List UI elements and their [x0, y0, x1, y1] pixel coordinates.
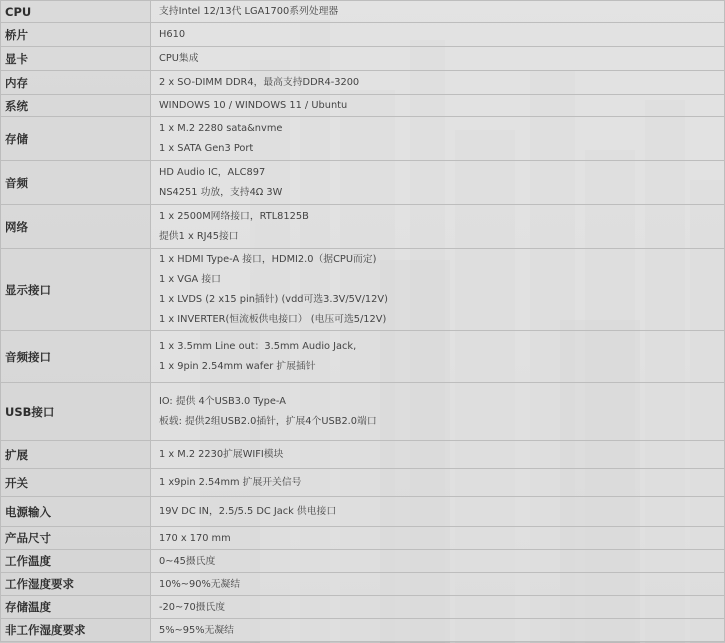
row-value	[151, 550, 725, 573]
row-label: 扩展	[1, 441, 151, 469]
value-line: 170 x 170 mm	[159, 532, 231, 544]
value-line: 1 x VGA 接口	[159, 273, 221, 285]
spec-row-expansion	[1, 441, 725, 469]
row-label: 工作湿度要求	[1, 573, 151, 596]
row-value	[151, 596, 725, 619]
row-label: USB接口	[1, 383, 151, 441]
value-line: H610	[159, 29, 186, 40]
row-label: 非工作湿度要求	[1, 619, 151, 642]
row-label: 工作温度	[1, 550, 151, 573]
value-line: 19V DC IN，2.5/5.5 DC Jack 供电接口	[159, 506, 337, 517]
value-line: 1 x HDMI Type-A 接口，HDMI2.0（据CPU而定)	[159, 253, 377, 265]
row-value	[151, 95, 725, 117]
row-label: 音频接口	[1, 331, 151, 383]
value-line: NS4251 功放，支持4Ω 3W	[159, 186, 283, 198]
row-value	[151, 249, 725, 331]
row-value	[151, 1, 725, 23]
spec-row-audio	[1, 161, 725, 205]
row-label: 系统	[1, 95, 151, 117]
row-value	[151, 497, 725, 527]
value-line: 0~45摄氏度	[159, 555, 216, 567]
row-value	[151, 619, 725, 642]
value-line: 10%~90%无凝结	[159, 578, 241, 590]
row-value	[151, 441, 725, 469]
value-line: 1 x9pin 2.54mm 扩展开关信号	[159, 477, 302, 488]
spec-row-storage-temp	[1, 596, 725, 619]
value-line: 2 x SO-DIMM DDR4，最高支持DDR4-3200	[159, 77, 360, 88]
spec-row-usb	[1, 383, 725, 441]
value-line: 支持Intel 12/13代 LGA1700系列处理器	[159, 6, 339, 17]
value-line: 1 x LVDS (2 x15 pin插针) (vdd可选3.3V/5V/12V)	[159, 293, 388, 305]
spec-row-switch	[1, 469, 725, 497]
row-label: CPU	[1, 1, 151, 23]
row-value	[151, 161, 725, 205]
row-value	[151, 23, 725, 47]
spec-row-dimensions	[1, 527, 725, 550]
value-line: 5%~95%无凝结	[159, 624, 234, 636]
spec-row-audio-ports	[1, 331, 725, 383]
row-label: 显卡	[1, 47, 151, 71]
row-label: 存储温度	[1, 596, 151, 619]
spec-row-operating-temp	[1, 550, 725, 573]
spec-row-power-input	[1, 497, 725, 527]
row-value	[151, 331, 725, 383]
row-label: 网络	[1, 205, 151, 249]
row-label: 电源输入	[1, 497, 151, 527]
row-value	[151, 117, 725, 161]
row-value	[151, 47, 725, 71]
row-label: 桥片	[1, 23, 151, 47]
spec-row-memory	[1, 71, 725, 95]
value-line: 板载: 提供2组USB2.0插针，扩展4个USB2.0端口	[159, 415, 377, 427]
spec-row-operating-humidity	[1, 573, 725, 596]
spec-row-graphics	[1, 47, 725, 71]
spec-row-storage	[1, 117, 725, 161]
spec-row-non-operating-humidity	[1, 619, 725, 642]
row-label: 显示接口	[1, 249, 151, 331]
row-value	[151, 527, 725, 550]
value-line: HD Audio IC，ALC897	[159, 166, 266, 178]
value-line: 提供1 x RJ45接口	[159, 230, 239, 242]
row-value	[151, 205, 725, 249]
row-value	[151, 383, 725, 441]
row-label: 音频	[1, 161, 151, 205]
spec-row-cpu	[1, 1, 725, 23]
row-value	[151, 71, 725, 95]
spec-row-network	[1, 205, 725, 249]
value-line: 1 x SATA Gen3 Port	[159, 142, 254, 154]
value-line: 1 x 2500M网络接口，RTL8125B	[159, 210, 309, 222]
row-label: 存储	[1, 117, 151, 161]
spec-row-display	[1, 249, 725, 331]
value-line: 1 x INVERTER(恒流板供电接口） (电压可选5/12V)	[159, 313, 387, 325]
spec-row-chipset	[1, 23, 725, 47]
value-line: IO: 提供 4个USB3.0 Type-A	[159, 395, 286, 407]
value-line: 1 x 9pin 2.54mm wafer 扩展插针	[159, 360, 316, 372]
value-line: -20~70摄氏度	[159, 601, 226, 613]
row-value	[151, 469, 725, 497]
row-label: 内存	[1, 71, 151, 95]
row-label: 开关	[1, 469, 151, 497]
value-line: 1 x M.2 2230扩展WIFI模块	[159, 449, 284, 460]
value-line: 1 x 3.5mm Line out：3.5mm Audio Jack,	[159, 340, 357, 352]
row-label: 产品尺寸	[1, 527, 151, 550]
value-line: 1 x M.2 2280 sata&nvme	[159, 122, 283, 134]
value-line: WINDOWS 10 / WINDOWS 11 / Ubuntu	[159, 100, 348, 111]
spec-row-os	[1, 95, 725, 117]
row-value	[151, 573, 725, 596]
value-line: CPU集成	[159, 53, 199, 64]
